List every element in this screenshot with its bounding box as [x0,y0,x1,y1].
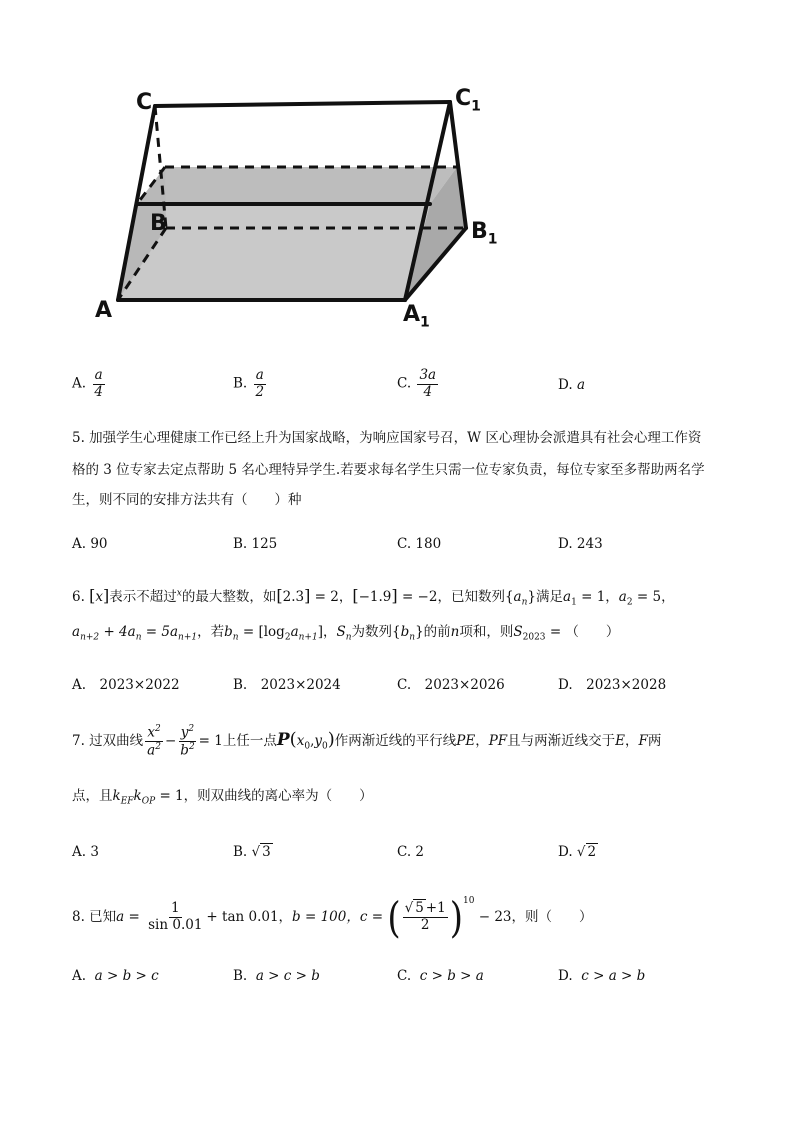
q7-option-a: A. 3 [72,844,99,860]
water-top-surface [137,167,457,204]
q6-option-b: B. 2023×2024 [233,677,341,693]
q6-option-a: A. 2023×2022 [72,677,180,693]
q5-option-c: C. 180 [397,536,442,552]
label-A1: $A_1$ [403,302,430,331]
q4-option-a: A. $\frac{a}{4}$ [72,367,103,400]
label-B1: $B_1$ [471,219,498,248]
q6-line-1: 6. [x]表示不超过$^x$的最大整数，如[2.3] = 2，[−1.9] = −2，已知数列$\{a_n\}$满足$a_1 = 1$，$a_2 = 5$， [72,586,675,608]
q6-option-d: D. 2023×2028 [558,677,667,693]
q8-line-1: 8. 已知a = $\frac{1}{\sin 0.01}$ + tan 0.01，b = 100，c = ( $\frac{√ 5 +1}{2}$ )$^{10}$ − 23，则（ ） [72,892,593,943]
q5-line-2: 格的 3 位专家去定点帮助 5 名心理特异学生.若要求每名学生只需一位专家负责，每位专家至多帮助两名学 [72,462,705,478]
q8-option-c: C. c > b > a [397,968,484,984]
q6-line-2: $a_{n+2} + 4a_n = 5a_{n+1}$，若$b_n = [\log_2a_{n+1}]$，$S_n$为数列$\{b_n\}$的前n项和，则$S_{2023}$ = （ ） [72,624,620,643]
q8-option-d: D. c > a > b [558,968,646,984]
q8-option-b: B. a > c > b [233,968,320,984]
q7-line-1: 7. 过双曲线 $\frac{x^2}{a^2}$ − $\frac{y^2}{b^2}$ = 1上任一点$P(x_0,y_0)$作两渐近线的平行线PE，PF且与两渐近线交于E，F两 [72,724,662,759]
q8-option-a: A. a > b > c [72,968,159,984]
q7-line-2: 点，且$k_{EF}k_{OP} = 1$，则双曲线的离心率为（ ） [72,788,373,807]
q7-option-b: B. √ 3 [233,844,271,860]
prism-figure [80,80,520,340]
q4-option-b: B. $\frac{a}{2}$ [233,367,265,400]
q6-option-c: C. 2023×2026 [397,677,505,693]
q5-option-b: B. 125 [233,536,278,552]
q4-option-d: D. a [558,377,585,393]
q5-option-d: D. 243 [558,536,603,552]
q5-option-a: A. 90 [72,536,108,552]
q4-option-c: C. $\frac{3a}{4}$ [397,367,437,400]
label-B: B [150,211,167,236]
q5-line-1: 5. 加强学生心理健康工作已经上升为国家战略，为响应国家号召，W 区心理协会派遣具有社会心理工作资 [72,430,702,446]
q5-line-3: 生，则不同的安排方法共有（ ）种 [72,492,302,508]
q7-option-c: C. 2 [397,844,425,860]
label-C1: $C_1$ [455,86,481,115]
label-C: C [136,90,153,115]
q7-option-d: D. √ 2 [558,844,597,860]
label-A: A [95,298,113,323]
edge-CC1 [155,102,450,106]
